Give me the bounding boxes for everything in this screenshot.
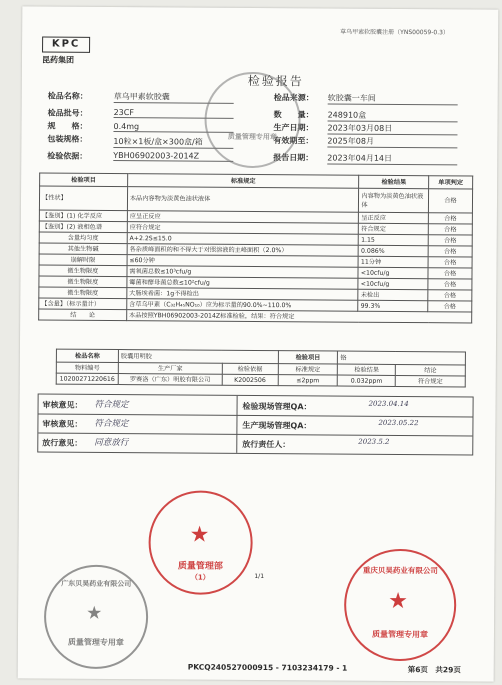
review2-signature: 符合规定 bbox=[94, 418, 129, 430]
table-cell: 【鉴别】(1) 化学反应 bbox=[39, 210, 127, 222]
star-icon: ★ bbox=[189, 522, 210, 548]
table-cell: 应符合规定 bbox=[127, 222, 359, 235]
exp-value: 2025年08月 bbox=[327, 135, 457, 148]
report-title: 检验报告 bbox=[247, 73, 304, 89]
table-cell: A+2.2S≤15.0 bbox=[127, 233, 359, 246]
table-cell: 合格 bbox=[428, 246, 472, 257]
table-cell: 罗赛洛（广东）明胶有限公司 bbox=[118, 374, 222, 386]
source-label: 检品来源： bbox=[273, 93, 314, 103]
pack-label: 包装规格： bbox=[47, 134, 88, 144]
source-value: 软胶囊一车间 bbox=[328, 92, 458, 105]
col-header-verdict: 单项判定 bbox=[429, 176, 473, 189]
table-cell: K2002506 bbox=[222, 374, 278, 385]
seal-number: （1） bbox=[190, 573, 210, 582]
review2-label: 审核意见： bbox=[42, 419, 83, 429]
table-cell: 本品内容物为淡黄色油状液体 bbox=[127, 187, 359, 213]
table-cell: 合格 bbox=[428, 290, 472, 301]
report-date-value: 2023年04月14日 bbox=[327, 152, 457, 165]
table-cell: 11分钟 bbox=[358, 256, 428, 267]
doc-reference: 草乌甲素软胶囊注册（YNS00059-0.3） bbox=[340, 28, 449, 37]
table-cell: <10cfu/g bbox=[358, 278, 428, 289]
basis-label: 检验依据： bbox=[47, 151, 88, 161]
product-label: 检品名称： bbox=[47, 91, 88, 101]
seal-text: 质量管理专用章 bbox=[371, 629, 429, 640]
table-cell: 崩解时限 bbox=[39, 254, 127, 266]
table-cell: 符合规定 bbox=[359, 223, 429, 234]
table-cell: 0.086% bbox=[358, 245, 428, 256]
table-cell: ≤2ppm bbox=[278, 375, 338, 386]
left-company-seal bbox=[44, 565, 149, 670]
table-cell: 大肠埃希菌：1g不得检出 bbox=[127, 288, 359, 301]
table-cell: 合格 bbox=[428, 213, 472, 224]
quality-dept-seal bbox=[148, 490, 253, 595]
material-item-value: 铬 bbox=[338, 351, 466, 365]
material-item-label: 检验项目 bbox=[278, 351, 338, 364]
table-cell: 未检出 bbox=[358, 289, 428, 300]
star-icon: ★ bbox=[86, 602, 103, 624]
col-header: 物料编号 bbox=[56, 362, 118, 373]
table-cell: 合格 bbox=[429, 189, 473, 213]
table-cell: 0.032ppm bbox=[338, 375, 396, 386]
col-header: 生产厂家 bbox=[118, 363, 222, 375]
table-cell: 应呈正反应 bbox=[127, 211, 359, 224]
table-cell: ≤60分钟 bbox=[127, 255, 359, 268]
brand-subtitle: 昆药集团 bbox=[41, 55, 75, 65]
release-signature: 同意放行 bbox=[94, 437, 129, 449]
seal-text: 质量管理部 bbox=[177, 561, 223, 572]
report-date-label: 报告日期： bbox=[273, 153, 314, 163]
col-header: 检验结果 bbox=[338, 364, 396, 375]
prod-qa-date: 2023.05.22 bbox=[378, 418, 419, 428]
table-cell: 内容物为淡黄色油状液体 bbox=[359, 188, 429, 212]
conclusion-row bbox=[39, 309, 472, 323]
table-cell: 【性状】 bbox=[39, 186, 127, 211]
material-name-label: 检品名称 bbox=[56, 349, 118, 362]
table-cell: 需氧菌总数≤10³cfu/g bbox=[127, 266, 359, 279]
qty-label: 数 量： bbox=[273, 110, 314, 120]
release-responsible-label: 放行责任人： bbox=[242, 439, 291, 450]
table-cell: 含量均匀度 bbox=[39, 232, 127, 244]
review-signature: 符合规定 bbox=[94, 399, 129, 411]
table-cell: 10200271220616 bbox=[56, 373, 118, 384]
release-date: 2023.5.2 bbox=[358, 437, 390, 446]
qa-label: 检验现场管理QA： bbox=[242, 401, 312, 412]
table-cell: 微生物限度 bbox=[39, 287, 127, 299]
seal-ring-text: 重庆贝昊药业有限公司 bbox=[362, 565, 438, 576]
star-icon: ★ bbox=[388, 588, 409, 615]
prod-qa-label: 生产现场管理QA： bbox=[242, 420, 312, 431]
table-cell: 【含量】（标示量计） bbox=[39, 298, 127, 310]
material-table bbox=[56, 349, 466, 388]
table-cell: 微生物限度 bbox=[39, 276, 127, 288]
footer-page: 第6页 共29页 bbox=[407, 665, 461, 675]
table-cell: 99.3% bbox=[358, 300, 428, 311]
col-header-item: 检验项目 bbox=[40, 173, 128, 187]
seal-ring-text: 广东贝昊药业有限公司 bbox=[61, 579, 132, 589]
table-cell: 合格 bbox=[428, 235, 472, 246]
col-header-standard: 标准规定 bbox=[127, 174, 359, 189]
table-cell: 含草乌甲素（C₃₂H₄₅NO₁₀）应为标示量的90.0%~110.0% bbox=[127, 299, 359, 312]
seal-text: 质量管理专用章 bbox=[67, 637, 124, 648]
divider bbox=[236, 396, 237, 453]
col-header: 结论 bbox=[396, 364, 466, 375]
mfg-value: 2023年03月08日 bbox=[327, 122, 457, 135]
pack-value: 10粒×1板/盒×300盒/箱 bbox=[113, 136, 233, 149]
conclusion-text: 本品按照YBH06902003-2014Z标准检验，结果：符合规定 bbox=[126, 310, 471, 323]
batch-label: 检品批号： bbox=[47, 108, 88, 118]
qa-date: 2023.04.14 bbox=[368, 399, 409, 409]
table-cell: 合格 bbox=[428, 224, 472, 235]
exp-label: 有效期至： bbox=[273, 136, 314, 146]
seal-text: 质量管理专用章 bbox=[227, 132, 277, 142]
material-data-row bbox=[56, 373, 465, 387]
qty-value: 248910盒 bbox=[328, 109, 458, 122]
table-cell: 微生物限度 bbox=[39, 265, 127, 277]
spec-value: 0.4mg bbox=[113, 122, 233, 133]
table-cell: 【鉴别】(2) 液相色谱 bbox=[39, 221, 127, 233]
table-cell: 1.15 bbox=[359, 234, 429, 245]
basis-value: YBH06902003-2014Z bbox=[113, 151, 233, 162]
right-company-seal bbox=[344, 549, 457, 662]
table-cell: 其他生物碱 bbox=[39, 243, 127, 255]
page-indicator: 1/1 bbox=[254, 572, 265, 581]
review-label: 审核意见： bbox=[42, 400, 83, 410]
footer-code: PKCQ240527000915 - 7103234179 - 1 bbox=[187, 662, 348, 673]
table-cell: 合格 bbox=[428, 279, 472, 290]
table-cell: 合格 bbox=[428, 268, 472, 279]
spec-label: 规 格： bbox=[47, 121, 88, 131]
report-page bbox=[18, 6, 499, 681]
table-cell: <10cfu/g bbox=[358, 267, 428, 278]
test-results-table bbox=[38, 172, 473, 323]
col-header-result: 检验结果 bbox=[359, 175, 429, 188]
table-cell: 合格 bbox=[428, 257, 472, 268]
kpc-logo: KPC bbox=[42, 36, 90, 52]
material-name-value: 胶囊用明胶 bbox=[118, 350, 278, 364]
mfg-label: 生产日期： bbox=[273, 123, 314, 133]
table-cell: 呈正反应 bbox=[359, 212, 429, 223]
product-value: 草乌甲素软胶囊 bbox=[114, 91, 234, 104]
table-cell: 合格 bbox=[428, 301, 472, 312]
release-label: 放行意见： bbox=[42, 438, 83, 448]
batch-value: 23CF bbox=[114, 108, 234, 119]
table-row bbox=[39, 186, 472, 213]
quality-seal-top bbox=[204, 72, 301, 169]
signoff-box bbox=[37, 393, 473, 455]
table-cell: 霉菌和酵母菌总数≤10²cfu/g bbox=[127, 277, 359, 290]
conclusion-label: 结 论 bbox=[39, 309, 127, 321]
table-cell: 各杂质峰面积的和不得大于对照溶液的主峰面积（2.0%） bbox=[127, 244, 359, 257]
col-header: 检验依据 bbox=[222, 363, 278, 374]
table-cell: 符合规定 bbox=[395, 375, 465, 386]
col-header: 标准规定 bbox=[278, 364, 338, 375]
